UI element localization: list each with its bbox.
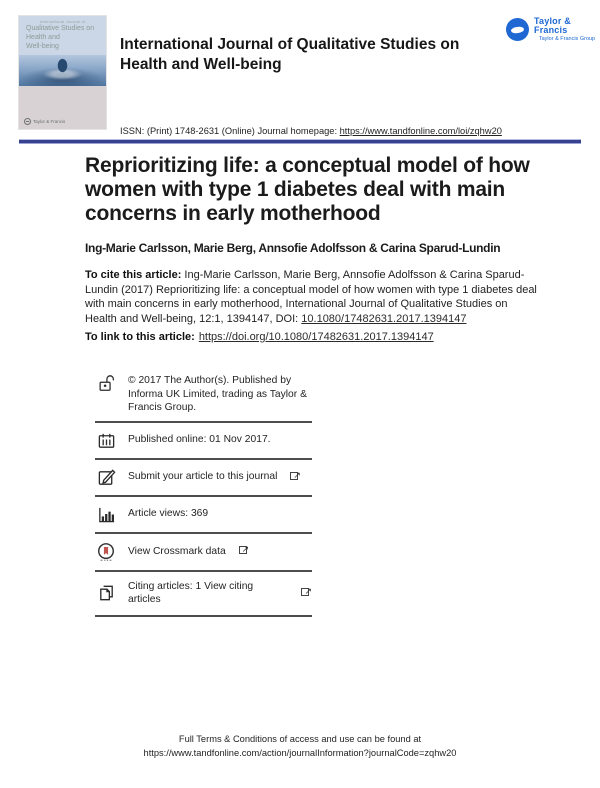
citation-block (85, 268, 537, 327)
taylor-francis-mini-icon (24, 118, 31, 125)
row-divider (95, 615, 312, 617)
cite-text: Ing-Marie Carlsson, Marie Berg, Annsofie Adolfsson & Carina Sparud-Lundin (2017) Reprioritizing life: a conceptual model of how women with type 1 diabetes deal with main concerns in early motherhood, International Journal of Qualitative Studies on Health and Well-being, 12:1, 1394147, DOI: (85, 269, 537, 326)
published-online-row (95, 423, 312, 458)
cover-tiny-caption: International Journal of (39, 19, 86, 24)
article-url-link[interactable]: https://doi.org/10.1080/17482631.2017.1394147 (198, 331, 434, 343)
tf-logo-subtitle: Taylor & Francis Group (538, 36, 596, 42)
external-link-icon: ↗ (301, 586, 312, 597)
article-title: Reprioritizing life: a conceptual model of how women with type 1 diabetes deal with main concerns in early motherhood (85, 154, 530, 225)
crossmark-icon (95, 542, 117, 562)
bar-chart-icon (95, 505, 117, 524)
cite-label: To cite this article: (85, 269, 182, 281)
open-access-icon (95, 374, 117, 394)
cover-water-ripple-image (19, 55, 106, 86)
doi-link[interactable]: 10.1080/17482631.2017.1394147 (301, 313, 467, 326)
calendar-icon (95, 431, 117, 450)
issn-label: ISSN: (Print) 1748-2631 (Online) Journal homepage: (120, 126, 340, 136)
article-views-text: Article views: 369 (128, 508, 209, 520)
crossmark-link[interactable]: View Crossmark data (128, 545, 226, 557)
citing-articles-row[interactable] (95, 572, 312, 615)
submit-pencil-icon (95, 468, 117, 487)
citing-articles-link[interactable]: Citing articles: 1 View citing articles (128, 580, 254, 606)
external-link-icon: ↗ (239, 544, 250, 555)
footer-terms-text: Full Terms & Conditions of access and use can be found at (178, 734, 422, 744)
article-views-row (95, 497, 312, 532)
journal-homepage-link[interactable]: https://www.tandfonline.com/loi/zqhw20 (339, 126, 502, 136)
taylor-francis-logo (506, 17, 600, 43)
submit-article-link[interactable]: Submit your article to this journal (128, 471, 278, 483)
link-line (85, 331, 434, 343)
journal-cover-thumbnail (19, 16, 106, 129)
header-divider-rule (19, 139, 581, 144)
footer-terms (0, 733, 600, 761)
submit-article-row[interactable] (95, 460, 312, 495)
crossmark-row[interactable] (95, 534, 312, 570)
copyright-row (95, 372, 312, 421)
cover-title-band: International Journal of Qualitative Studies on Health and Well-being (19, 16, 106, 55)
external-link-icon: ↗ (290, 470, 301, 481)
footer-terms-url[interactable]: https://www.tandfonline.com/action/journalInformation?journalCode=zqhw20 (143, 747, 457, 758)
cover-publisher-logo: Taylor & Francis (24, 118, 65, 125)
link-label: To link to this article: (85, 331, 195, 343)
tf-logo-name: Taylor & Francis (534, 16, 571, 35)
article-authors: Ing-Marie Carlsson, Marie Berg, Annsofie Adolfsson & Carina Sparud-Lundin (85, 241, 501, 255)
citing-articles-icon (95, 583, 117, 603)
journal-title: International Journal of Qualitative Studies on Health and Well-being (120, 36, 460, 74)
action-rows (95, 372, 312, 617)
issn-line (120, 126, 502, 136)
published-online-text: Published online: 01 Nov 2017. (128, 434, 271, 446)
cover-bottom-band (19, 86, 106, 129)
copyright-text: © 2017 The Author(s). Published by Informa UK Limited, trading as Taylor & Francis Group. (128, 375, 307, 414)
